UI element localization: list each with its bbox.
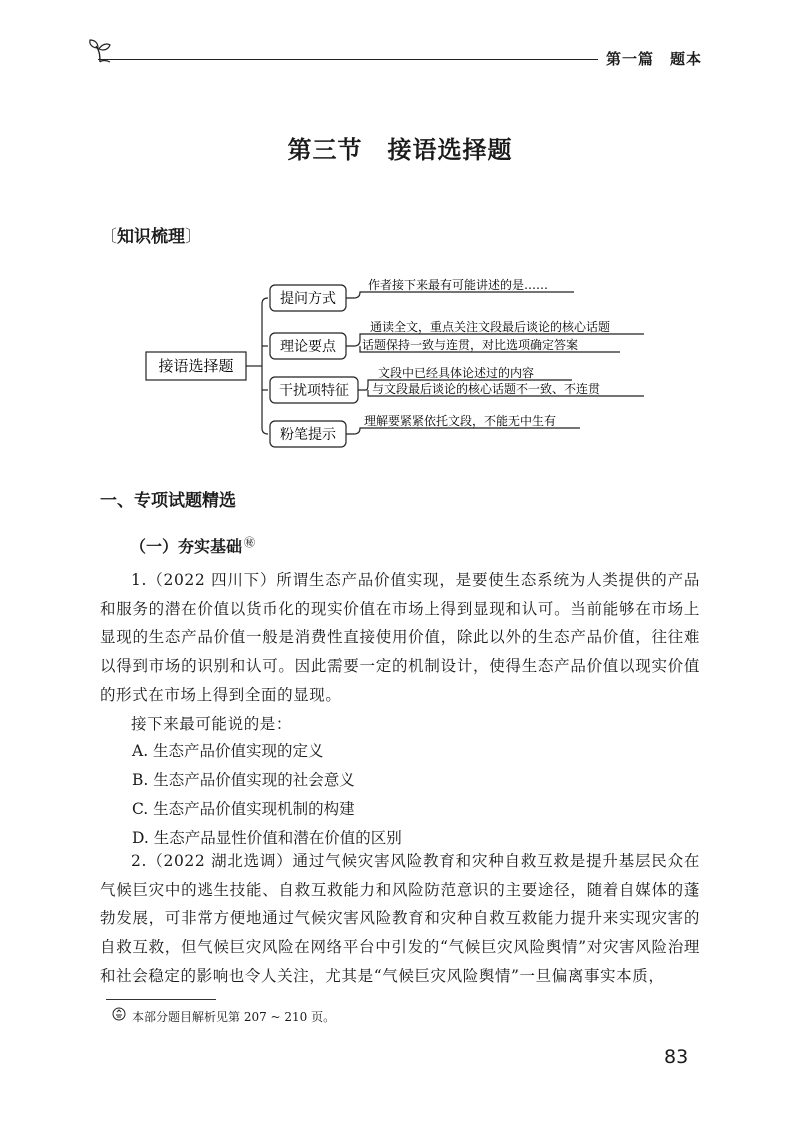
- footnote-mark-icon: ㊙: [244, 536, 256, 549]
- footnote-icon: [112, 1007, 126, 1021]
- mindmap: [140, 272, 660, 462]
- option-d: D. 生态产品显性价值和潜在价值的区别: [132, 829, 402, 847]
- mindmap-root: 接语选择题: [158, 357, 234, 375]
- footnote: 本部分题目解析见第 207 ~ 210 页。: [132, 1010, 336, 1024]
- branch-detail: 通读全文，重点关注文段最后谈论的核心话题: [370, 320, 611, 334]
- branch-theory-points: 理论要点: [280, 339, 336, 355]
- branch-detail: 与文段最后谈论的核心话题不一致、不连贯: [372, 382, 601, 396]
- branch-detail: 话题保持一致与连贯，对比选项确定答案: [362, 338, 579, 352]
- footnote-rule: [106, 999, 216, 1000]
- question-1-prompt: 接下来最可能说的是：: [131, 714, 293, 733]
- question-1: [100, 566, 700, 738]
- knowledge-heading: 〔知识梳理〕: [100, 227, 202, 247]
- branch-detail: 文段中已经具体论述过的内容: [378, 366, 535, 380]
- branch-detail: 作者接下来最有可能讲述的是……: [368, 278, 549, 292]
- question-2-text: 2.（2022 湖北选调）通过气候灾害风险教育和灾种自救互救是提升基层民众在气候巨灾中的逃生技能、自救互救能力和风险防范意识的主要途径，随着自媒体的蓬勃发展，可非常方便地通过气候灾害风险教育和灾种自救互救能力提升来实现灾害的自救互救，但气候巨灾风险在网络平台中引发的“气候巨灾风险舆情”对灾害风险治理和社会稳定的影响也令人关注，尤其是“气候巨灾风险舆情”一旦偏离事实本质，: [100, 852, 700, 985]
- option-b: B. 生态产品价值实现的社会意义: [132, 771, 355, 789]
- header-label: 第一篇 题本: [606, 50, 703, 68]
- header-rule: [98, 59, 598, 60]
- option-a: A. 生态产品价值实现的定义: [132, 742, 324, 760]
- question-2: [100, 847, 700, 991]
- branch-distractor-features: 干扰项特征: [279, 383, 349, 399]
- page-number: 83: [664, 1046, 689, 1068]
- branch-question-style: 提问方式: [280, 291, 336, 307]
- option-c: C. 生态产品价值实现机制的构建: [132, 800, 355, 818]
- branch-fenbi-tip: 粉笔提示: [280, 427, 336, 443]
- branch-detail: 理解要紧紧依托文段，不能无中生有: [364, 414, 557, 428]
- section-heading: 一、专项试题精选: [100, 491, 236, 511]
- question-1-text: 1.（2022 四川下）所谓生态产品价值实现，是要使生态系统为人类提供的产品和服务的潜在价值以货币化的现实价值在市场上得到显现和认可。当前能够在市场上显现的生态产品价值一般是消费性直接使用价值，除此以外的生态产品价值，往往难以得到市场的识别和认可。因此需要一定的机制设计，使得生态产品价值以现实价值的形式在市场上得到全面的显现。: [100, 571, 700, 704]
- subsection-heading: （一）夯实基础 ㊙: [130, 536, 256, 556]
- page-title: 第三节 接语选择题: [287, 136, 513, 164]
